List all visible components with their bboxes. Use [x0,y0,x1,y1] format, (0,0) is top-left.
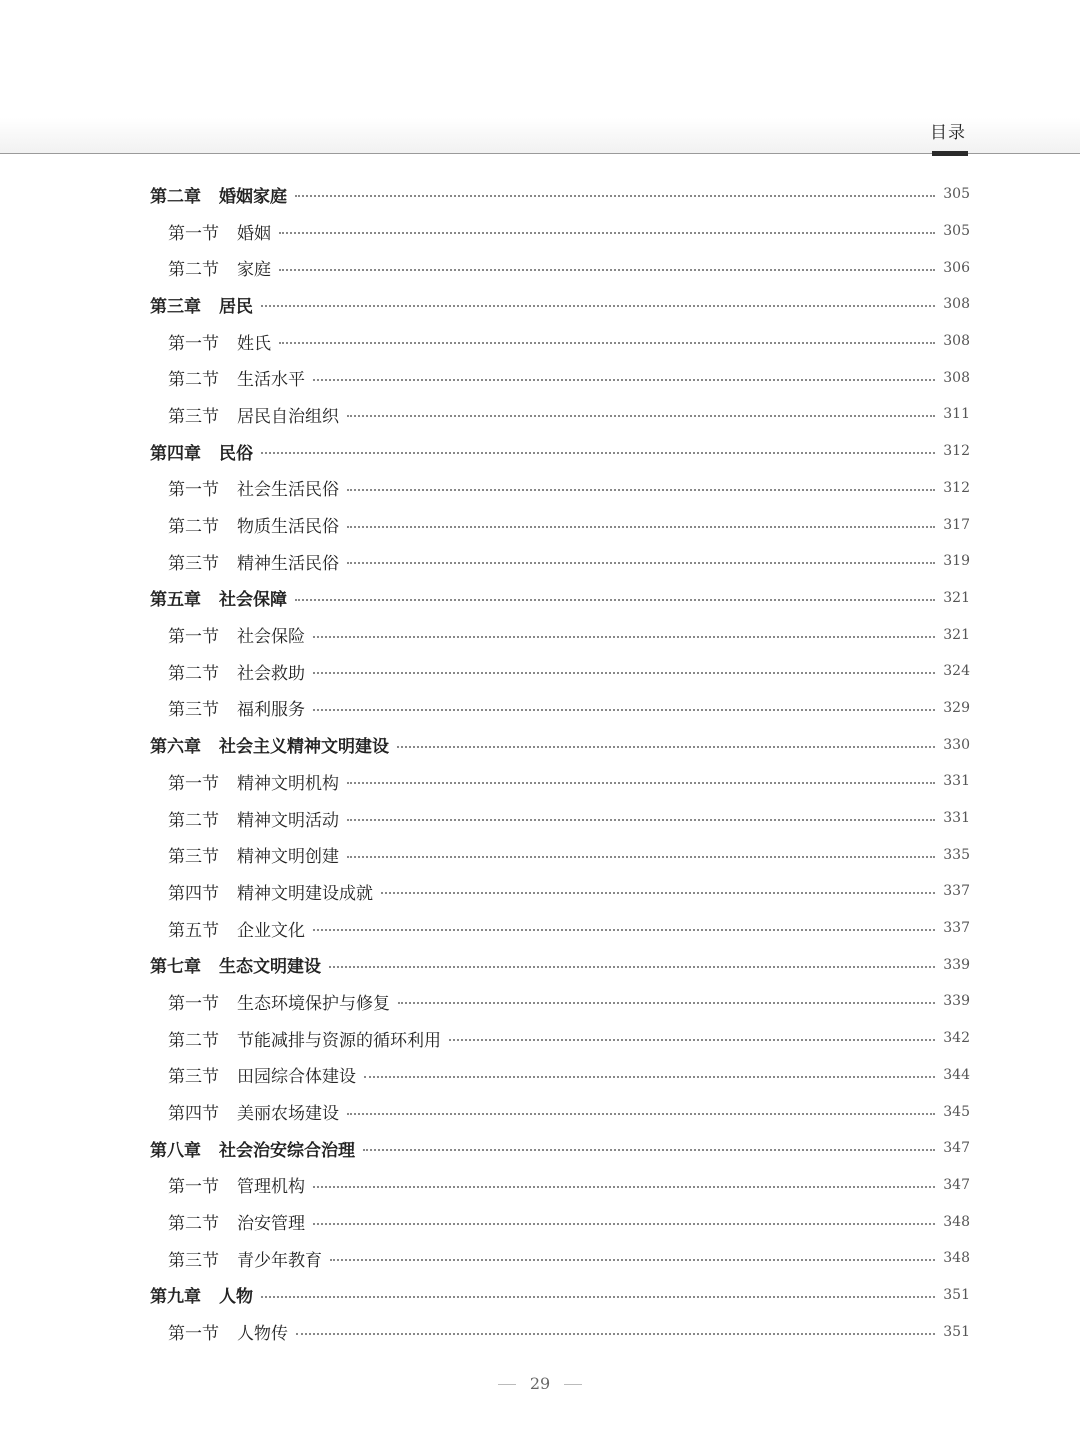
toc-entry-label [150,732,389,757]
toc-entry-title: 生活水平 [237,370,305,391]
toc-section-row[interactable] [150,653,970,690]
toc-page-number: 335 [943,846,970,863]
toc-page-number: 345 [943,1103,970,1120]
toc-entry-number: 第四节 [168,1104,219,1125]
toc-page-number: 308 [943,369,970,386]
toc-entry-title: 家庭 [237,260,271,281]
running-head-bar [932,151,968,156]
toc-entry-number: 第二节 [168,517,219,538]
toc-entry-label [168,1209,305,1234]
toc-entry-title: 社会治安综合治理 [219,1140,355,1161]
toc-section-row[interactable] [150,616,970,653]
header-band [0,118,1080,154]
toc-page-number: 348 [943,1250,970,1267]
toc-entry-title: 精神文明建设成就 [237,883,373,904]
toc-entry-title: 管理机构 [237,1177,305,1198]
dot-leader [296,1333,935,1335]
toc-entry-number: 第二节 [168,663,219,684]
dot-leader [347,819,935,821]
table-of-contents [150,176,970,1350]
toc-entry-title: 婚姻 [237,223,271,244]
toc-section-row[interactable] [150,1240,970,1277]
toc-entry-number: 第一节 [168,773,219,794]
toc-entry-label [150,182,287,207]
toc-section-row[interactable] [150,836,970,873]
toc-entry-number: 第二节 [168,370,219,391]
toc-entry-number: 第二章 [150,186,201,207]
toc-page-number: 331 [943,810,970,827]
dot-leader [279,269,935,271]
dot-leader [329,966,935,968]
toc-entry-label [168,219,271,244]
toc-page-number: 337 [943,883,970,900]
toc-page-number: 317 [943,516,970,533]
toc-entry-number: 第三节 [168,1067,219,1088]
toc-entry-title: 美丽农场建设 [237,1104,339,1125]
dot-leader [330,1259,935,1261]
toc-entry-label [168,329,271,354]
toc-entry-title: 生态环境保护与修复 [237,993,390,1014]
toc-page-number: 337 [943,920,970,937]
toc-section-row[interactable] [150,506,970,543]
toc-section-row[interactable] [150,323,970,360]
dot-leader [449,1039,935,1041]
toc-section-row[interactable] [150,396,970,433]
dot-leader [347,526,935,528]
toc-page-number: 312 [943,443,970,460]
toc-page-number: 344 [943,1066,970,1083]
toc-page-number: 305 [943,223,970,240]
dot-leader [313,1186,935,1188]
toc-entry-label [168,365,305,390]
toc-page-number: 351 [943,1286,970,1303]
toc-entry-title: 治安管理 [237,1214,305,1235]
toc-page-number: 330 [943,736,970,753]
toc-section-row[interactable] [150,359,970,396]
dot-leader [313,1223,935,1225]
header-rule [0,153,1080,154]
toc-entry-number: 第九章 [150,1287,201,1308]
dot-leader [398,1002,935,1004]
toc-entry-label [168,512,339,537]
toc-entry-label [168,549,339,574]
dot-leader [313,636,935,638]
toc-page-number: 308 [943,333,970,350]
toc-entry-title: 田园综合体建设 [237,1067,356,1088]
toc-section-row[interactable] [150,763,970,800]
toc-entry-number: 第四节 [168,883,219,904]
dot-leader [295,195,935,197]
toc-entry-title: 节能减排与资源的循环利用 [237,1030,441,1051]
toc-page-number: 324 [943,663,970,680]
toc-entry-number: 第三节 [168,1250,219,1271]
toc-entry-label [168,695,305,720]
dot-leader [381,892,935,894]
toc-section-row[interactable] [150,983,970,1020]
toc-entry-number: 第三节 [168,553,219,574]
toc-entry-title: 社会保障 [219,590,287,611]
toc-entry-number: 第一节 [168,223,219,244]
toc-entry-number: 第一节 [168,333,219,354]
toc-entry-label [150,292,253,317]
toc-entry-title: 企业文化 [237,920,305,941]
toc-page-number: 311 [943,406,970,423]
toc-section-row[interactable] [150,470,970,507]
toc-entry-title: 社会救助 [237,663,305,684]
toc-section-row[interactable] [150,873,970,910]
dot-leader [347,856,935,858]
toc-entry-title: 社会生活民俗 [237,480,339,501]
page-number-footer [0,1374,1080,1393]
toc-entry-title: 居民自治组织 [237,406,339,427]
toc-chapter-row[interactable] [150,580,970,617]
dot-leader [397,746,935,748]
toc-entry-title: 居民 [219,296,253,317]
toc-chapter-row[interactable] [150,1277,970,1314]
toc-section-row[interactable] [150,1057,970,1094]
toc-entry-title: 福利服务 [237,700,305,721]
dot-leader [295,599,935,601]
toc-section-row[interactable] [150,1020,970,1057]
toc-entry-number: 第二节 [168,1030,219,1051]
toc-section-row[interactable] [150,1313,970,1350]
toc-entry-label [168,402,339,427]
footer-dash-right [564,1384,582,1385]
toc-page-number: 305 [943,186,970,203]
toc-entry-number: 第八章 [150,1140,201,1161]
dot-leader [364,1076,935,1078]
toc-entry-number: 第六章 [150,737,201,758]
toc-entry-label [168,769,339,794]
dot-leader [347,415,935,417]
toc-chapter-row[interactable] [150,433,970,470]
toc-section-row[interactable] [150,1167,970,1204]
toc-page-number: 348 [943,1213,970,1230]
toc-entry-label [168,989,390,1014]
dot-leader [313,929,935,931]
dot-leader [261,452,935,454]
toc-page-number: 339 [943,993,970,1010]
toc-entry-title: 青少年教育 [237,1250,322,1271]
toc-entry-label [150,439,253,464]
toc-section-row[interactable] [150,690,970,727]
toc-page-number: 321 [943,589,970,606]
toc-entry-title: 精神文明活动 [237,810,339,831]
toc-section-row[interactable] [150,1093,970,1130]
toc-entry-title: 人物传 [237,1324,288,1345]
toc-entry-label [168,1246,322,1271]
toc-entry-label [150,1136,355,1161]
toc-entry-title: 婚姻家庭 [219,186,287,207]
toc-entry-number: 第一节 [168,1324,219,1345]
toc-page-number: 331 [943,773,970,790]
toc-section-row[interactable] [150,543,970,580]
toc-entry-number: 第四章 [150,443,201,464]
toc-entry-label [168,916,305,941]
dot-leader [313,709,935,711]
dot-leader [347,782,935,784]
dot-leader [279,232,935,234]
toc-entry-number: 第一节 [168,480,219,501]
dot-leader [313,379,935,381]
toc-page-number: 339 [943,956,970,973]
toc-entry-number: 第三节 [168,406,219,427]
toc-page-number: 308 [943,296,970,313]
dot-leader [347,1113,935,1115]
toc-entry-label [168,1319,288,1344]
toc-entry-label [168,255,271,280]
toc-entry-number: 第二节 [168,810,219,831]
toc-entry-label [150,952,321,977]
dot-leader [347,489,935,491]
toc-entry-title: 精神文明创建 [237,847,339,868]
toc-entry-number: 第一节 [168,627,219,648]
toc-entry-number: 第三节 [168,847,219,868]
toc-entry-number: 第五章 [150,590,201,611]
toc-page-number: 306 [943,259,970,276]
footer-dash-left [498,1384,516,1385]
toc-page-number: 342 [943,1030,970,1047]
toc-entry-label [168,879,373,904]
toc-entry-title: 物质生活民俗 [237,517,339,538]
toc-chapter-row[interactable] [150,1130,970,1167]
toc-chapter-row[interactable] [150,176,970,213]
toc-entry-label [150,1282,253,1307]
toc-entry-title: 姓氏 [237,333,271,354]
toc-entry-number: 第五节 [168,920,219,941]
toc-page-number: 319 [943,553,970,570]
toc-entry-title: 人物 [219,1287,253,1308]
toc-entry-label [168,659,305,684]
toc-section-row[interactable] [150,800,970,837]
toc-entry-number: 第二节 [168,260,219,281]
toc-chapter-row[interactable] [150,726,970,763]
toc-entry-label [168,1099,339,1124]
toc-entry-number: 第一节 [168,993,219,1014]
running-head: 目录 [930,123,966,143]
toc-chapter-row[interactable] [150,286,970,323]
dot-leader [347,562,935,564]
toc-entry-title: 民俗 [219,443,253,464]
toc-section-row[interactable] [150,910,970,947]
toc-section-row[interactable] [150,249,970,286]
toc-entry-label [168,1062,356,1087]
toc-page-number: 351 [943,1323,970,1340]
toc-entry-number: 第一节 [168,1177,219,1198]
toc-entry-label [168,475,339,500]
toc-entry-number: 第七章 [150,957,201,978]
dot-leader [261,1296,935,1298]
toc-page-number: 347 [943,1176,970,1193]
toc-entry-label [168,622,305,647]
toc-entry-title: 社会保险 [237,627,305,648]
dot-leader [363,1149,935,1151]
toc-entry-number: 第三章 [150,296,201,317]
toc-entry-label [168,1172,305,1197]
toc-entry-label [168,842,339,867]
toc-entry-title: 生态文明建设 [219,957,321,978]
toc-page-number: 312 [943,479,970,496]
dot-leader [313,672,935,674]
toc-entry-title: 精神文明机构 [237,773,339,794]
toc-page-number: 321 [943,626,970,643]
dot-leader [279,342,935,344]
toc-entry-title: 社会主义精神文明建设 [219,737,389,758]
dot-leader [261,305,935,307]
toc-entry-number: 第二节 [168,1214,219,1235]
toc-entry-number: 第三节 [168,700,219,721]
toc-entry-label [150,585,287,610]
toc-entry-label [168,806,339,831]
toc-page-number: 329 [943,699,970,716]
toc-section-row[interactable] [150,1203,970,1240]
toc-entry-title: 精神生活民俗 [237,553,339,574]
toc-page-number: 347 [943,1140,970,1157]
toc-section-row[interactable] [150,213,970,250]
toc-entry-label [168,1026,441,1051]
page-number: 29 [529,1374,551,1393]
toc-chapter-row[interactable] [150,946,970,983]
